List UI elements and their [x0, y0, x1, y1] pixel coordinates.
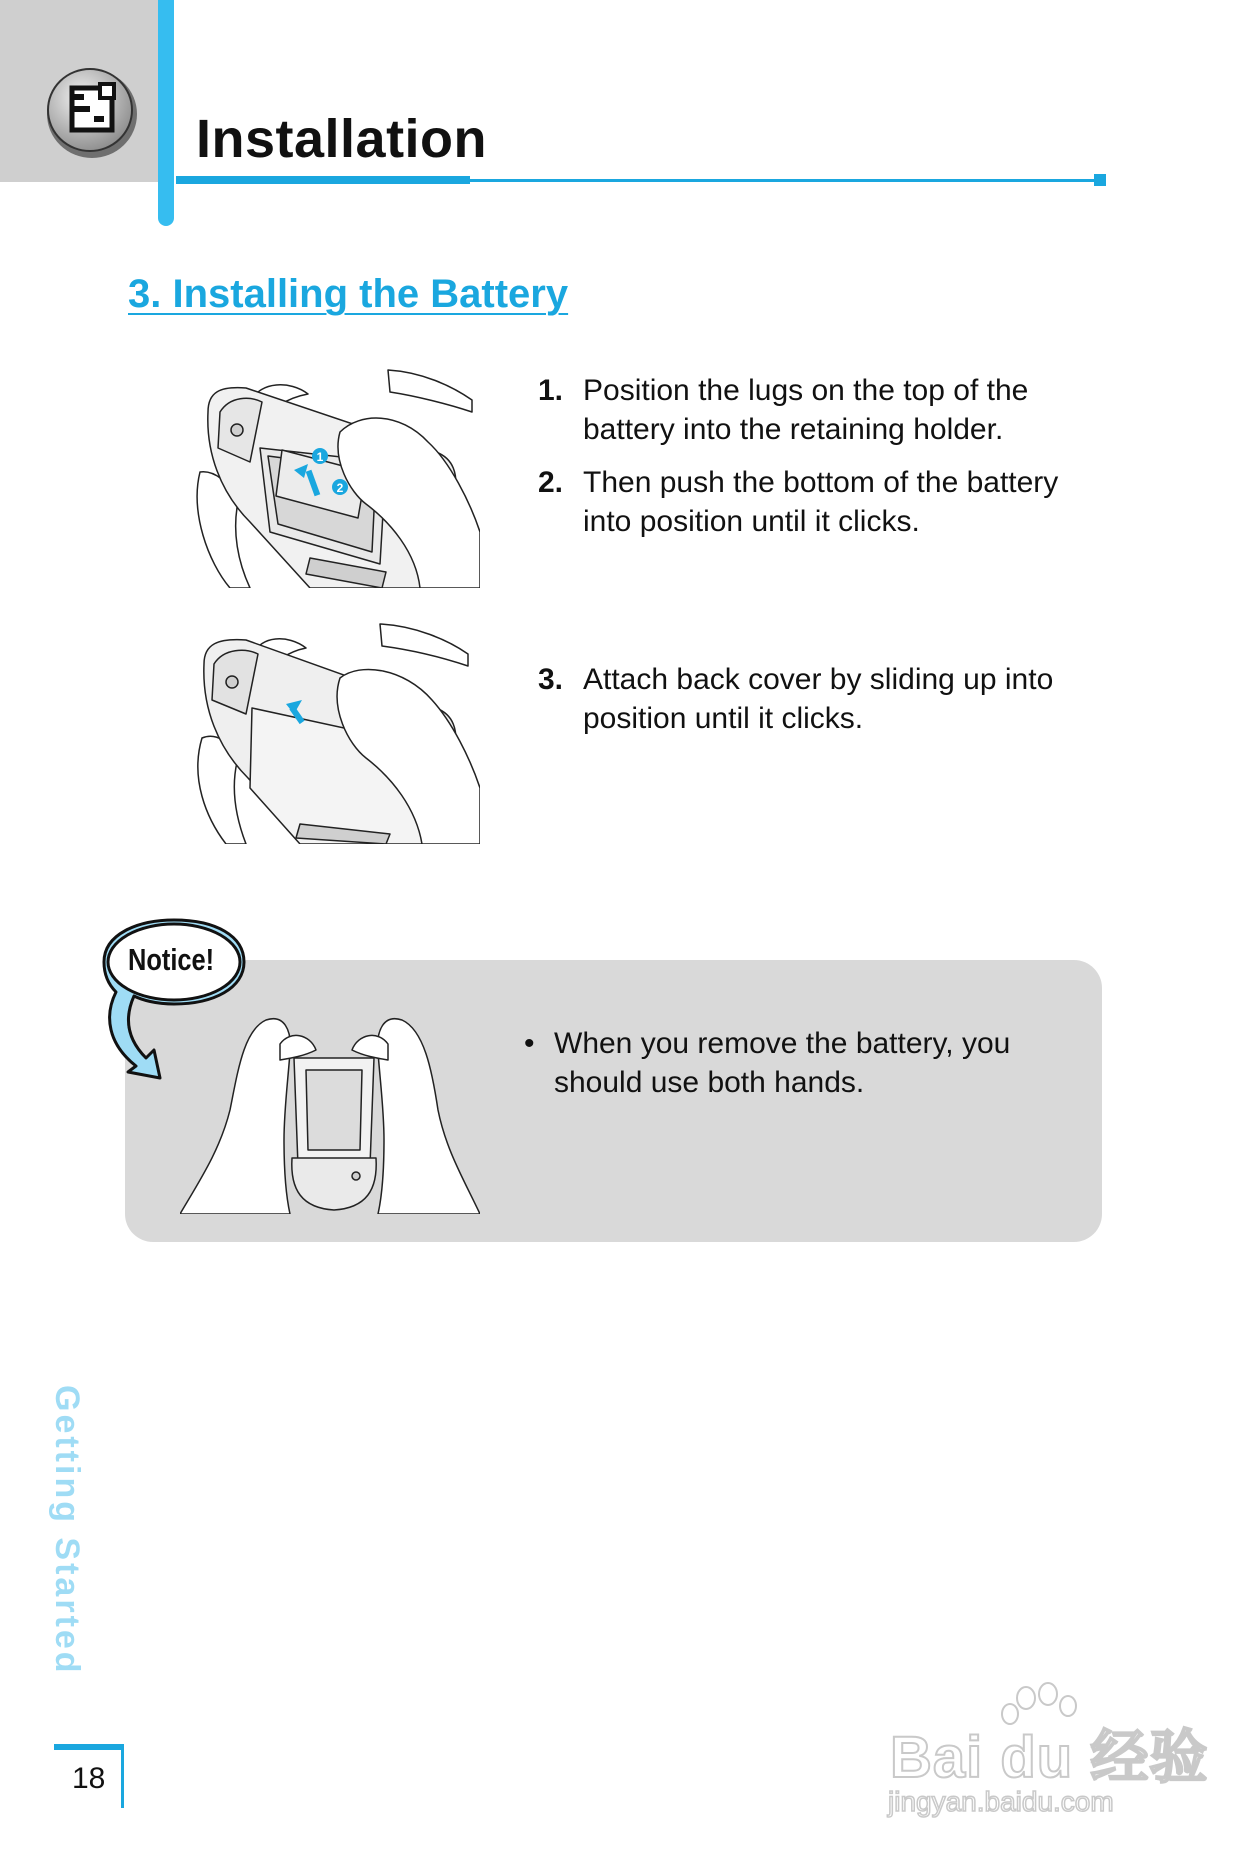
notice-label: Notice!: [128, 942, 215, 977]
page-number: 18: [72, 1762, 106, 1795]
notice-text: When you remove the battery, you should use both hands.: [554, 1027, 1011, 1099]
step-3-number: 3.: [538, 663, 564, 696]
header-vertical-bar: [158, 0, 174, 226]
watermark-logo: Bai du 经验: [890, 1725, 1209, 1790]
phone-page-icon: [44, 64, 140, 160]
bullet-symbol: •: [524, 1027, 535, 1060]
step-2-number: 2.: [538, 466, 564, 499]
page-number-rule-side: [121, 1750, 124, 1808]
callout-one: 1: [316, 450, 324, 464]
title-rule: [176, 176, 470, 184]
title-rule-end-marker: [1094, 174, 1106, 186]
page-number-rule: [54, 1744, 124, 1750]
section-tab-label: Getting Started: [48, 1385, 86, 1676]
battery-insert-illustration: [190, 352, 480, 588]
step-1-text: Position the lugs on the top of the battery into the retaining holder.: [583, 374, 1029, 446]
section-heading: 3. Installing the Battery: [128, 272, 569, 316]
both-hands-illustration: [180, 1000, 480, 1214]
back-cover-illustration: [190, 608, 480, 844]
notice-bullet: [524, 1024, 1064, 1102]
step-3-text: Attach back cover by sliding up into position until it clicks.: [583, 663, 1054, 735]
step-3: [538, 660, 1108, 738]
callout-two: 2: [336, 481, 344, 495]
step-2: [538, 463, 1108, 541]
step-1: [538, 371, 1108, 449]
title-rule-thin: [470, 179, 1096, 182]
watermark-url: jingyan.baidu.com: [888, 1786, 1114, 1817]
step-2-text: Then push the bottom of the battery into position until it clicks.: [583, 466, 1059, 538]
step-1-number: 1.: [538, 374, 564, 407]
page-title: Installation: [196, 109, 488, 169]
